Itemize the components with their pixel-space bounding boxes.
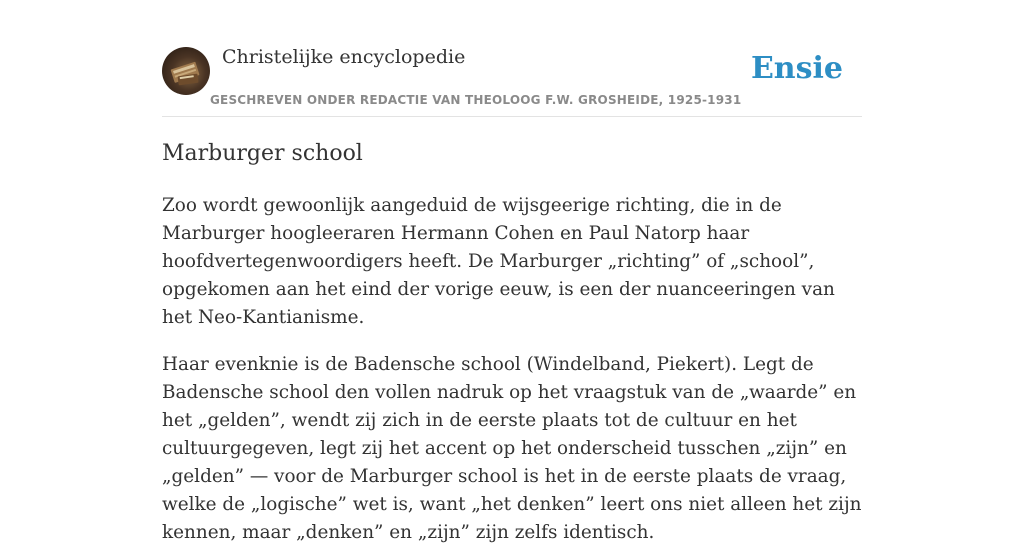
- site-header: [162, 44, 862, 117]
- article-title: Marburger school: [162, 141, 363, 166]
- article-paragraph: Haar evenknie is de Badensche school (Windelband, Piekert). Legt de Badensche school den vollen nadruk op het vraagstuk van de „waarde” en het „gelden”, wendt zij zich in de eerste plaats tot de cultuur en het cultuurgegeven, legt zij het accent op het onderscheid tusschen „zijn” en „gelden” — voor de Marburger school is het in de eerste plaats de vraag, welke de „logische” wet is, want „het denken” leert ons niet alleen het zijn kennen, maar „denken” en „zijn” zijn zelfs identisch.: [162, 354, 862, 543]
- article-paragraph: Zoo wordt gewoonlijk aangeduid de wijsgeerige richting, die in de Marburger hoogleeraren Hermann Cohen en Paul Natorp haar hoofdvertegenwoordigers heeft. De Marburger „richting” of „school”, opgekomen aan het eind der vorige eeuw, is een der nuanceeringen van het Neo-Kantianisme.: [162, 195, 835, 328]
- site-title[interactable]: Christelijke encyclopedie: [222, 46, 466, 68]
- site-subtitle: GESCHREVEN ONDER REDACTIE VAN THEOLOOG F.W. GROSHEIDE, 1925-1931: [210, 93, 742, 107]
- book-avatar-icon[interactable]: [162, 47, 210, 95]
- article-content: [162, 138, 862, 547]
- ensie-logo-link[interactable]: Ensie: [750, 51, 843, 86]
